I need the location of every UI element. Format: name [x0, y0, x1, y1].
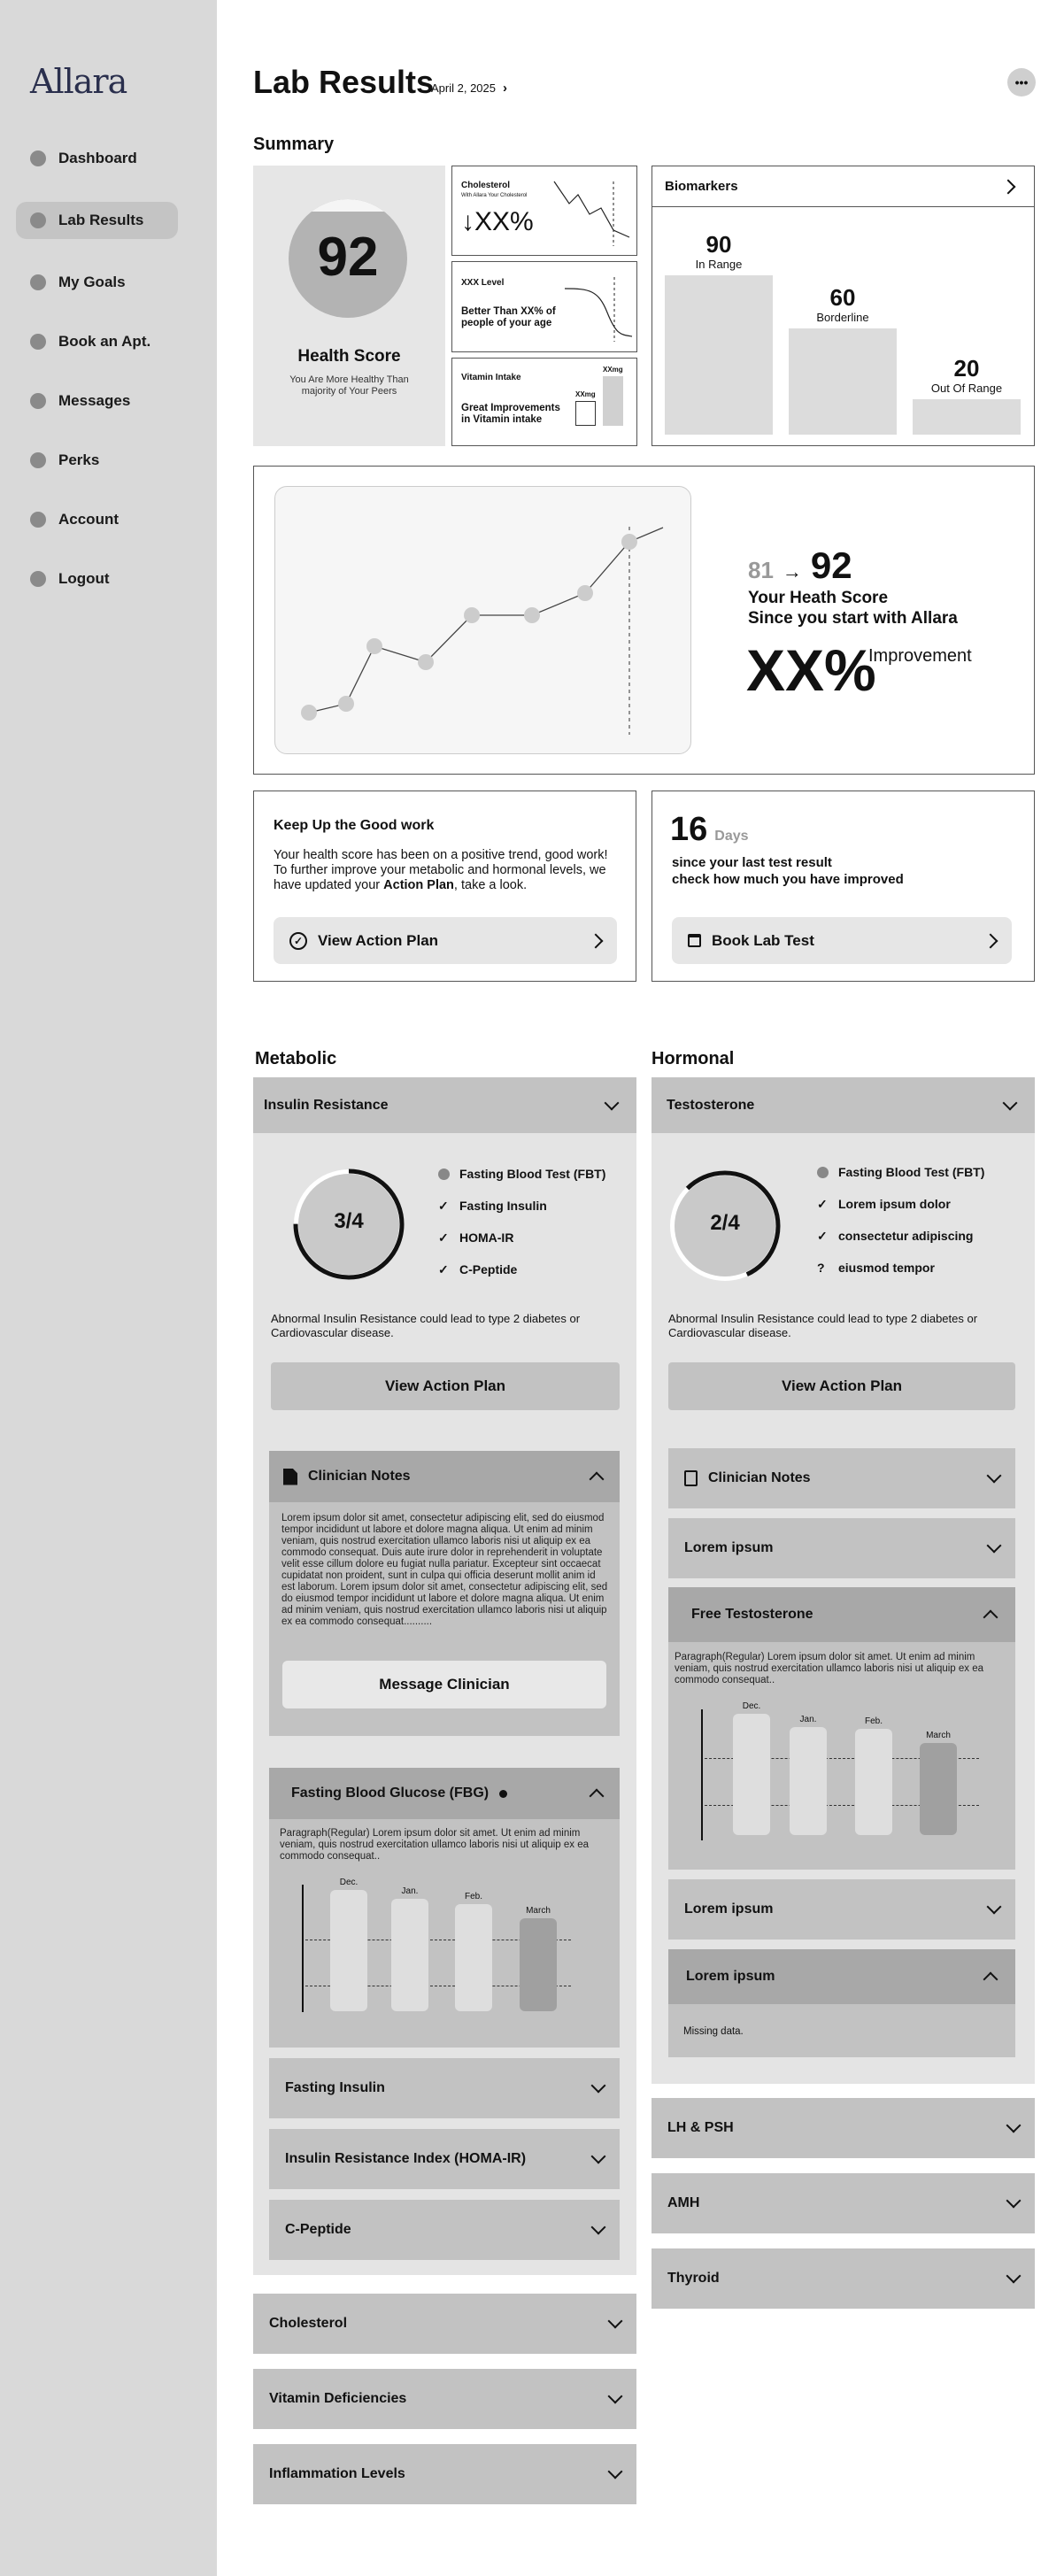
biomarkers-title: Biomarkers [665, 179, 738, 194]
keep-up-body [274, 848, 610, 893]
chart-y-axis [302, 1885, 304, 2012]
button-label: Book Lab Test [712, 931, 814, 949]
sidebar-item-label: Book an Apt. [58, 333, 151, 350]
calendar-icon [688, 934, 701, 947]
month-bar [920, 1743, 957, 1835]
chevron-down-icon [1006, 2269, 1022, 2284]
lorem-ipsum-panel-3 [668, 1949, 1015, 2057]
cholesterol-sparkline [550, 177, 634, 248]
accordion-title: Testosterone [667, 1097, 755, 1113]
sidebar-item-label: My Goals [58, 274, 126, 290]
free-testosterone-panel [668, 1587, 1015, 1870]
view-action-plan-button[interactable]: View Action Plan [271, 1362, 620, 1410]
accordion-title: LH & PSH [667, 2120, 734, 2135]
chevron-up-icon [590, 1472, 605, 1487]
list-item [438, 1253, 628, 1285]
trend-point [621, 534, 637, 550]
clinician-notes-accordion[interactable] [668, 1448, 1015, 1508]
trend-point [366, 638, 382, 654]
free-testosterone-header[interactable] [668, 1587, 1015, 1642]
sidebar-item-label: Lab Results [58, 212, 144, 228]
health-score-value: 92 [317, 227, 379, 288]
vitamin-text: Great Improvements in Vitamin intake [461, 403, 560, 425]
chevron-down-icon [608, 2389, 623, 2404]
month-label: Jan. [401, 1886, 419, 1896]
cholesterol-title: Cholesterol [461, 181, 511, 190]
inflammation-levels-accordion[interactable] [253, 2444, 636, 2504]
vitamin-card[interactable] [451, 358, 637, 446]
fbg-text: Paragraph(Regular) Lorem ipsum dolor sit amet. Ut enim ad minim veniam, quis nostrud exercitation ullamco laboris nisi ut aliquip ex ea commodo consequat.. [280, 1828, 590, 1862]
message-clinician-button[interactable]: Message Clinician [282, 1661, 606, 1708]
chevron-down-icon [1003, 1095, 1018, 1110]
month-label: Dec. [742, 1701, 761, 1711]
cholesterol-percent: XX% [474, 207, 534, 236]
month-bar [455, 1904, 492, 2011]
list-item [438, 1190, 628, 1222]
days-since-card [652, 791, 1035, 982]
fbg-header[interactable] [269, 1768, 620, 1819]
biomarker-bar [913, 399, 1021, 435]
month-label: Dec. [339, 1878, 359, 1887]
missing-data-text: Missing data. [683, 2026, 744, 2037]
trend-point [301, 705, 317, 721]
vitamin-label-small: XXmg [575, 390, 596, 398]
health-score-label: Health Score [297, 347, 401, 366]
trend-point [338, 696, 354, 712]
accordion-title: Fasting Blood Glucose (FBG) [291, 1785, 490, 1801]
lorem-ipsum-header-3[interactable] [668, 1949, 1015, 2004]
check-icon: ✓ [438, 1261, 449, 1276]
chevron-down-icon [1006, 2118, 1022, 2133]
test-label: HOMA-IR [459, 1230, 514, 1245]
days-value: 16 [670, 811, 708, 848]
health-score-card[interactable] [253, 166, 445, 446]
test-label: consectetur adipiscing [838, 1229, 974, 1243]
chevron-down-icon [591, 2149, 606, 2164]
check-icon: ✓ [817, 1196, 828, 1211]
biomarker-label: In Range [695, 258, 743, 271]
dot-icon [817, 1167, 829, 1178]
arrow-down-icon: ↓ [461, 207, 474, 236]
test-label: Fasting Insulin [459, 1199, 547, 1213]
month-label: March [526, 1906, 551, 1916]
chevron-down-icon [987, 1539, 1002, 1554]
accordion-title: Thyroid [667, 2271, 720, 2286]
biomarker-value: 60 [829, 284, 856, 311]
insulin-test-list [438, 1158, 628, 1285]
check-icon: ✓ [438, 1198, 449, 1213]
trend-point [464, 607, 480, 623]
fasting-insulin-accordion[interactable] [269, 2058, 620, 2118]
summary-title: Summary [253, 135, 335, 154]
chevron-down-icon [591, 2079, 606, 2094]
date-selector[interactable] [431, 81, 507, 96]
chevron-up-icon [983, 1610, 998, 1625]
improvement-label: Improvement [868, 646, 972, 666]
vitamin-deficiencies-accordion[interactable] [253, 2369, 636, 2429]
biomarker-bar [665, 275, 773, 435]
accordion-title: Lorem ipsum [684, 1540, 774, 1555]
accordion-title: Clinician Notes [708, 1470, 811, 1485]
accordion-title: Lorem ipsum [684, 1901, 774, 1917]
test-label: C-Peptide [459, 1262, 518, 1276]
days-line1: since your last test result [672, 855, 832, 870]
xxx-level-title: XXX Level [461, 278, 505, 288]
sidebar-item-label: Dashboard [58, 150, 137, 166]
list-item [817, 1188, 1029, 1220]
nav-dot-icon [30, 571, 46, 587]
health-score-circle [289, 199, 407, 318]
chevron-right-icon [1001, 180, 1016, 195]
status-dot-icon [499, 1790, 507, 1798]
date-label: April 2, 2025 [431, 81, 496, 95]
trend-line2: Since you start with Allara [748, 609, 958, 628]
thyroid-accordion[interactable] [652, 2248, 1035, 2309]
score-to: 92 [810, 544, 852, 586]
keep-up-body-end: , take a look. [453, 878, 528, 892]
trend-line-chart [275, 487, 692, 755]
keep-up-body-text: Your health score has been on a positive trend, good work! To further improve your metabolic and hormonal levels, we have updated your [274, 848, 608, 892]
biomarker-label: Out Of Range [930, 382, 1003, 395]
metabolic-title: Metabolic [255, 1049, 337, 1068]
nav-dot-icon [30, 452, 46, 468]
accordion-title: Free Testosterone [691, 1607, 813, 1622]
check-circle-icon: ✓ [289, 932, 307, 950]
check-icon: ✓ [817, 1228, 828, 1243]
chart-y-axis [701, 1709, 703, 1840]
biomarker-value: 90 [705, 231, 732, 258]
chevron-right-icon: › [503, 81, 507, 96]
month-label: Jan. [799, 1715, 817, 1724]
biomarker-bar [789, 328, 897, 435]
trend-line1: Your Heath Score [748, 589, 889, 607]
list-item [817, 1252, 1029, 1284]
button-label: View Action Plan [318, 931, 439, 949]
list-item [438, 1222, 628, 1253]
testosterone-header[interactable] [652, 1077, 1035, 1133]
sidebar-item-my-goals[interactable] [16, 264, 178, 301]
accordion-title: Clinician Notes [308, 1469, 411, 1484]
accordion-title: Vitamin Deficiencies [269, 2391, 407, 2406]
chevron-up-icon [983, 1972, 998, 1987]
test-label: Fasting Blood Test (FBT) [838, 1165, 985, 1179]
more-icon[interactable]: ••• [1007, 68, 1036, 96]
month-label: Feb. [864, 1716, 883, 1726]
month-bar [330, 1890, 367, 2011]
month-bar [790, 1727, 827, 1835]
testosterone-note: Abnormal Insulin Resistance could lead to type 2 diabetes or Cardiovascular disease. [668, 1312, 978, 1339]
vitamin-title: Vitamin Intake [461, 373, 521, 382]
chevron-down-icon [591, 2220, 606, 2235]
xxx-level-sparkline [563, 273, 634, 343]
accordion-title: Insulin Resistance [264, 1097, 389, 1113]
cholesterol-card[interactable] [451, 166, 637, 256]
chevron-down-icon [987, 1900, 1002, 1915]
chevron-right-icon [589, 933, 604, 948]
biomarkers-header[interactable] [652, 166, 1034, 207]
month-bar [855, 1729, 892, 1835]
chevron-down-icon [987, 1469, 1002, 1484]
sidebar-item-label: Perks [58, 451, 100, 468]
biomarker-value: 20 [953, 355, 980, 382]
lorem-ipsum-accordion-2[interactable] [668, 1879, 1015, 1940]
biomarker-label: Borderline [816, 311, 869, 324]
document-icon [283, 1469, 297, 1485]
accordion-title: Cholesterol [269, 2316, 348, 2331]
chevron-down-icon [608, 2314, 623, 2329]
accordion-title: AMH [667, 2195, 700, 2210]
sidebar-item-label: Logout [58, 570, 110, 587]
score-from: 81 [748, 557, 774, 583]
homa-ir-accordion[interactable] [269, 2129, 620, 2189]
sidebar-item-label: Account [58, 511, 119, 528]
c-peptide-accordion[interactable] [269, 2200, 620, 2260]
vitamin-bar-before [575, 401, 596, 426]
vitamin-label-large: XXmg [603, 366, 623, 374]
improvement-value: XX% [746, 637, 876, 703]
hormonal-title: Hormonal [652, 1049, 735, 1068]
vitamin-bar-after [603, 376, 623, 426]
xxx-level-text: Better Than XX% of people of your age [461, 306, 556, 328]
sidebar-item-account[interactable] [16, 501, 178, 538]
sidebar-item-dashboard[interactable] [16, 140, 178, 177]
nav-dot-icon [30, 512, 46, 528]
test-label: eiusmod tempor [838, 1261, 935, 1275]
cholesterol-accordion[interactable] [253, 2294, 636, 2354]
month-bar [520, 1918, 557, 2011]
keep-up-title: Keep Up the Good work [274, 818, 435, 833]
days-unit: Days [714, 829, 749, 844]
clinician-notes-text: Lorem ipsum dolor sit amet, consectetur adipiscing elit, sed do eiusmod tempor incididunt ut labore et dolore magna aliqua. Ut enim ad minim veniam, quis nostrud exercitation ullamco laboris nisi ut aliquip ex ea commodo consequat. Duis aute irure dolor in reprehenderit in voluptate velit esse cillum dolore eu fugiat nulla pariatur. Excepteur sint occaecat cupidatat non proident, sunt in culpa qui officia deserunt mollit anim id est laborum. Lorem ipsum dolor sit amet, consectetur adipiscing elit, sed do eiusmod tempor incididunt ut labore et dolore magna aliqua. Ut enim ad minim veniam, quis nostrud exercitation ullamco laboris nisi ut aliquip ex ea commodo consequat.......... [281, 1513, 608, 1627]
clinician-notes-panel [269, 1451, 620, 1736]
nav-dot-icon [30, 212, 46, 228]
arrow-right-icon: → [782, 560, 802, 582]
list-item [438, 1158, 628, 1190]
insulin-note: Abnormal Insulin Resistance could lead to type 2 diabetes or Cardiovascular disease. [271, 1312, 581, 1339]
accordion-title: Insulin Resistance Index (HOMA-IR) [285, 2151, 527, 2166]
sidebar-item-label: Messages [58, 392, 131, 409]
lh-psh-accordion[interactable] [652, 2098, 1035, 2158]
test-label: Fasting Blood Test (FBT) [459, 1167, 606, 1181]
dot-icon [438, 1168, 450, 1180]
month-bar [391, 1899, 428, 2011]
month-label: March [926, 1731, 951, 1740]
chevron-down-icon [608, 2464, 623, 2480]
trend-chart-panel [274, 486, 691, 754]
health-score-subtitle: You Are More Healthy Than majority of Your Peers [289, 374, 409, 397]
testosterone-score: 2/4 [710, 1211, 740, 1235]
accordion-title: C-Peptide [285, 2222, 351, 2237]
question-icon: ? [817, 1261, 825, 1275]
cholesterol-subtitle: With Allara Your Cholesterol [461, 193, 528, 198]
sidebar [0, 0, 217, 2576]
trend-point [418, 654, 434, 670]
book-lab-test-button[interactable] [672, 917, 1012, 964]
insulin-score: 3/4 [334, 1209, 364, 1233]
chevron-down-icon [1006, 2194, 1022, 2209]
keep-up-body-bold: Action Plan [383, 878, 454, 892]
chevron-down-icon [605, 1095, 620, 1110]
nav-dot-icon [30, 274, 46, 290]
trend-point [577, 585, 593, 601]
list-item [817, 1156, 1029, 1188]
score-change [748, 544, 852, 587]
view-action-plan-button[interactable] [274, 917, 617, 964]
sidebar-item-logout[interactable] [16, 560, 178, 598]
sidebar-item-perks[interactable] [16, 442, 178, 479]
trend-card [253, 466, 1035, 775]
trend-point [524, 607, 540, 623]
xxx-level-card[interactable] [451, 261, 637, 352]
month-label: Feb. [464, 1892, 482, 1901]
nav-dot-icon [30, 393, 46, 409]
clinician-notes-header[interactable] [269, 1451, 620, 1502]
days-line2: check how much you have improved [672, 872, 904, 887]
fbg-panel [269, 1768, 620, 2048]
accordion-title: Inflammation Levels [269, 2466, 405, 2481]
nav-dot-icon [30, 334, 46, 350]
cholesterol-value [461, 207, 534, 237]
nav-dot-icon [30, 150, 46, 166]
lorem-ipsum-accordion[interactable] [668, 1518, 1015, 1578]
insulin-resistance-header[interactable] [253, 1077, 636, 1133]
accordion-title: Fasting Insulin [285, 2080, 385, 2095]
page-title: Lab Results [253, 64, 435, 100]
chevron-right-icon [983, 933, 998, 948]
view-action-plan-button[interactable]: View Action Plan [668, 1362, 1015, 1410]
month-bar [733, 1714, 770, 1835]
accordion-title: Lorem ipsum [686, 1969, 775, 1984]
biomarkers-card[interactable] [652, 166, 1035, 446]
testosterone-test-list [817, 1156, 1029, 1284]
check-icon: ✓ [438, 1230, 449, 1245]
free-testosterone-text: Paragraph(Regular) Lorem ipsum dolor sit amet. Ut enim ad minim veniam, quis nostrud exercitation ullamco laboris nisi ut aliquip ex ea commodo consequat.. [675, 1652, 984, 1685]
sidebar-item-lab-results[interactable] [16, 202, 178, 239]
test-label: Lorem ipsum dolor [838, 1197, 951, 1211]
sidebar-item-book-apt[interactable] [16, 323, 178, 360]
allara-logo[interactable]: Allara [30, 62, 127, 101]
list-item [817, 1220, 1029, 1252]
amh-accordion[interactable] [652, 2173, 1035, 2233]
keep-up-card [253, 791, 636, 982]
chevron-up-icon [590, 1789, 605, 1804]
sidebar-item-messages[interactable] [16, 382, 178, 420]
days-count [670, 811, 749, 849]
document-outline-icon [684, 1470, 698, 1486]
